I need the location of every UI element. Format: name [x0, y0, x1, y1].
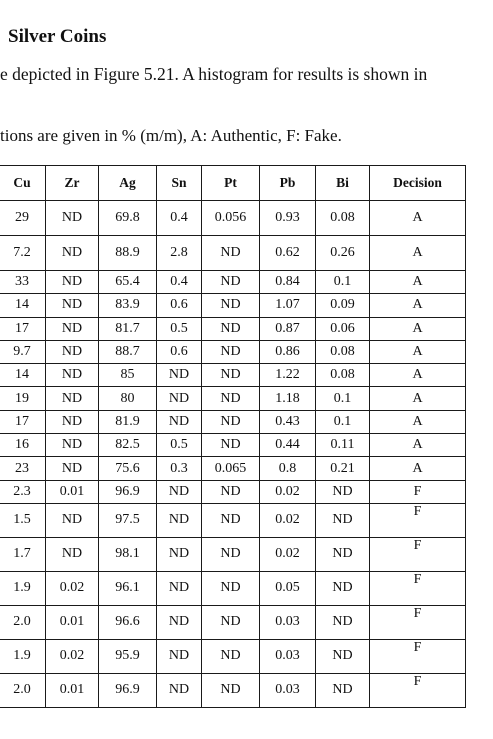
cell-decision: A [370, 410, 466, 433]
cell-sn: ND [157, 410, 202, 433]
cell-cu: 2.3 [0, 480, 46, 503]
cell-bi: ND [316, 639, 370, 673]
cell-bi: 0.1 [316, 387, 370, 410]
cell-pb: 0.05 [260, 571, 316, 605]
cell-pt: ND [202, 271, 260, 294]
cell-sn: 0.5 [157, 317, 202, 340]
cell-bi: 0.21 [316, 457, 370, 480]
table-row [0, 294, 466, 317]
cell-decision: F [370, 673, 466, 707]
cell-cu: 1.7 [0, 537, 46, 571]
cell-ag: 85 [99, 364, 157, 387]
cell-cu: 1.9 [0, 639, 46, 673]
cell-pb: 0.8 [260, 457, 316, 480]
cell-ag: 96.9 [99, 673, 157, 707]
cell-pt: ND [202, 410, 260, 433]
cell-decision: A [370, 236, 466, 271]
cell-cu: 17 [0, 410, 46, 433]
cell-zr: ND [46, 457, 99, 480]
cell-pt: ND [202, 387, 260, 410]
cell-pb: 1.07 [260, 294, 316, 317]
section-heading: Silver Coins [8, 26, 107, 47]
cell-pt: ND [202, 434, 260, 457]
header-sn: Sn [157, 166, 202, 201]
cell-pt: ND [202, 605, 260, 639]
cell-sn: ND [157, 364, 202, 387]
cell-sn: ND [157, 537, 202, 571]
cell-sn: 0.4 [157, 201, 202, 236]
cell-sn: ND [157, 605, 202, 639]
cell-cu: 2.0 [0, 673, 46, 707]
cell-ag: 69.8 [99, 201, 157, 236]
table-row [0, 201, 466, 236]
cell-sn: ND [157, 480, 202, 503]
cell-bi: ND [316, 480, 370, 503]
cell-zr: 0.01 [46, 605, 99, 639]
cell-ag: 98.1 [99, 537, 157, 571]
cell-zr: 0.02 [46, 571, 99, 605]
cell-cu: 17 [0, 317, 46, 340]
cell-cu: 23 [0, 457, 46, 480]
cell-pb: 0.86 [260, 340, 316, 363]
cell-pb: 0.84 [260, 271, 316, 294]
cell-decision: A [370, 364, 466, 387]
cell-sn: 0.3 [157, 457, 202, 480]
cell-decision: F [370, 503, 466, 537]
cell-pt: ND [202, 294, 260, 317]
cell-decision: A [370, 434, 466, 457]
table-row [0, 571, 466, 605]
cell-ag: 83.9 [99, 294, 157, 317]
table-row [0, 480, 466, 503]
cell-bi: 0.08 [316, 201, 370, 236]
cell-zr: ND [46, 410, 99, 433]
cell-ag: 80 [99, 387, 157, 410]
table-row [0, 410, 466, 433]
cell-ag: 88.9 [99, 236, 157, 271]
cell-zr: ND [46, 294, 99, 317]
table-row [0, 537, 466, 571]
cell-pb: 0.03 [260, 639, 316, 673]
cell-pb: 0.03 [260, 605, 316, 639]
cell-pb: 1.18 [260, 387, 316, 410]
cell-pt: ND [202, 673, 260, 707]
cell-cu: 19 [0, 387, 46, 410]
cell-ag: 88.7 [99, 340, 157, 363]
cell-ag: 81.9 [99, 410, 157, 433]
cell-sn: ND [157, 387, 202, 410]
cell-pt: ND [202, 317, 260, 340]
cell-decision: A [370, 271, 466, 294]
cell-zr: 0.01 [46, 673, 99, 707]
cell-cu: 1.5 [0, 503, 46, 537]
cell-pb: 0.43 [260, 410, 316, 433]
cell-pt: ND [202, 537, 260, 571]
cell-zr: ND [46, 537, 99, 571]
cell-sn: ND [157, 503, 202, 537]
cell-pb: 0.44 [260, 434, 316, 457]
cell-decision: A [370, 457, 466, 480]
cell-cu: 2.0 [0, 605, 46, 639]
cell-cu: 29 [0, 201, 46, 236]
cell-cu: 14 [0, 364, 46, 387]
table-header-row [0, 166, 466, 201]
table-row [0, 605, 466, 639]
cell-zr: ND [46, 317, 99, 340]
cell-zr: 0.01 [46, 480, 99, 503]
cell-bi: ND [316, 503, 370, 537]
cell-decision: A [370, 201, 466, 236]
cell-pt: 0.065 [202, 457, 260, 480]
cell-ag: 65.4 [99, 271, 157, 294]
cell-ag: 96.6 [99, 605, 157, 639]
table-row [0, 271, 466, 294]
cell-cu: 33 [0, 271, 46, 294]
table-row [0, 639, 466, 673]
cell-ag: 95.9 [99, 639, 157, 673]
cell-sn: ND [157, 673, 202, 707]
intro-text: e depicted in Figure 5.21. A histogram for results is shown in [0, 64, 428, 84]
header-pt: Pt [202, 166, 260, 201]
cell-decision: F [370, 639, 466, 673]
table-row [0, 457, 466, 480]
cell-bi: 0.08 [316, 340, 370, 363]
cell-ag: 82.5 [99, 434, 157, 457]
cell-pb: 0.87 [260, 317, 316, 340]
cell-sn: ND [157, 639, 202, 673]
cell-zr: ND [46, 503, 99, 537]
table-row [0, 340, 466, 363]
header-cu: Cu [0, 166, 46, 201]
cell-sn: 2.8 [157, 236, 202, 271]
cell-bi: 0.26 [316, 236, 370, 271]
cell-zr: ND [46, 236, 99, 271]
header-decision: Decision [370, 166, 466, 201]
cell-sn: 0.6 [157, 340, 202, 363]
cell-pb: 0.93 [260, 201, 316, 236]
cell-pt: ND [202, 364, 260, 387]
cell-ag: 96.9 [99, 480, 157, 503]
cell-bi: ND [316, 571, 370, 605]
cell-zr: 0.02 [46, 639, 99, 673]
table-row [0, 503, 466, 537]
header-zr: Zr [46, 166, 99, 201]
cell-pt: ND [202, 503, 260, 537]
cell-bi: 0.1 [316, 271, 370, 294]
table-row [0, 364, 466, 387]
cell-sn: 0.4 [157, 271, 202, 294]
cell-decision: F [370, 537, 466, 571]
cell-decision: F [370, 571, 466, 605]
cell-pt: ND [202, 236, 260, 271]
cell-decision: A [370, 294, 466, 317]
cell-pb: 0.02 [260, 480, 316, 503]
cell-sn: 0.6 [157, 294, 202, 317]
cell-pb: 0.03 [260, 673, 316, 707]
cell-cu: 14 [0, 294, 46, 317]
table-row [0, 317, 466, 340]
cell-ag: 75.6 [99, 457, 157, 480]
cell-zr: ND [46, 364, 99, 387]
cell-cu: 16 [0, 434, 46, 457]
cell-pb: 0.62 [260, 236, 316, 271]
cell-cu: 7.2 [0, 236, 46, 271]
cell-bi: ND [316, 537, 370, 571]
cell-zr: ND [46, 387, 99, 410]
cell-zr: ND [46, 340, 99, 363]
cell-bi: 0.09 [316, 294, 370, 317]
cell-sn: ND [157, 571, 202, 605]
cell-pt: ND [202, 480, 260, 503]
composition-table [0, 165, 466, 708]
cell-bi: 0.1 [316, 410, 370, 433]
header-pb: Pb [260, 166, 316, 201]
cell-decision: F [370, 480, 466, 503]
cell-ag: 97.5 [99, 503, 157, 537]
table-body [0, 201, 466, 708]
cell-bi: ND [316, 605, 370, 639]
cell-cu: 9.7 [0, 340, 46, 363]
cell-pt: 0.056 [202, 201, 260, 236]
table-row [0, 236, 466, 271]
cell-bi: ND [316, 673, 370, 707]
cell-zr: ND [46, 201, 99, 236]
cell-pt: ND [202, 639, 260, 673]
cell-decision: A [370, 340, 466, 363]
cell-bi: 0.06 [316, 317, 370, 340]
table-row [0, 387, 466, 410]
cell-ag: 81.7 [99, 317, 157, 340]
cell-sn: 0.5 [157, 434, 202, 457]
cell-decision: A [370, 317, 466, 340]
cell-pb: 0.02 [260, 503, 316, 537]
header-bi: Bi [316, 166, 370, 201]
cell-pb: 1.22 [260, 364, 316, 387]
table-row [0, 434, 466, 457]
cell-decision: A [370, 387, 466, 410]
cell-zr: ND [46, 434, 99, 457]
cell-ag: 96.1 [99, 571, 157, 605]
cell-pt: ND [202, 571, 260, 605]
table-caption: tions are given in % (m/m), A: Authentic, F: Fake. [0, 126, 342, 145]
cell-pb: 0.02 [260, 537, 316, 571]
cell-zr: ND [46, 271, 99, 294]
table-row [0, 673, 466, 707]
header-ag: Ag [99, 166, 157, 201]
cell-decision: F [370, 605, 466, 639]
cell-pt: ND [202, 340, 260, 363]
cell-cu: 1.9 [0, 571, 46, 605]
cell-bi: 0.08 [316, 364, 370, 387]
cell-bi: 0.11 [316, 434, 370, 457]
